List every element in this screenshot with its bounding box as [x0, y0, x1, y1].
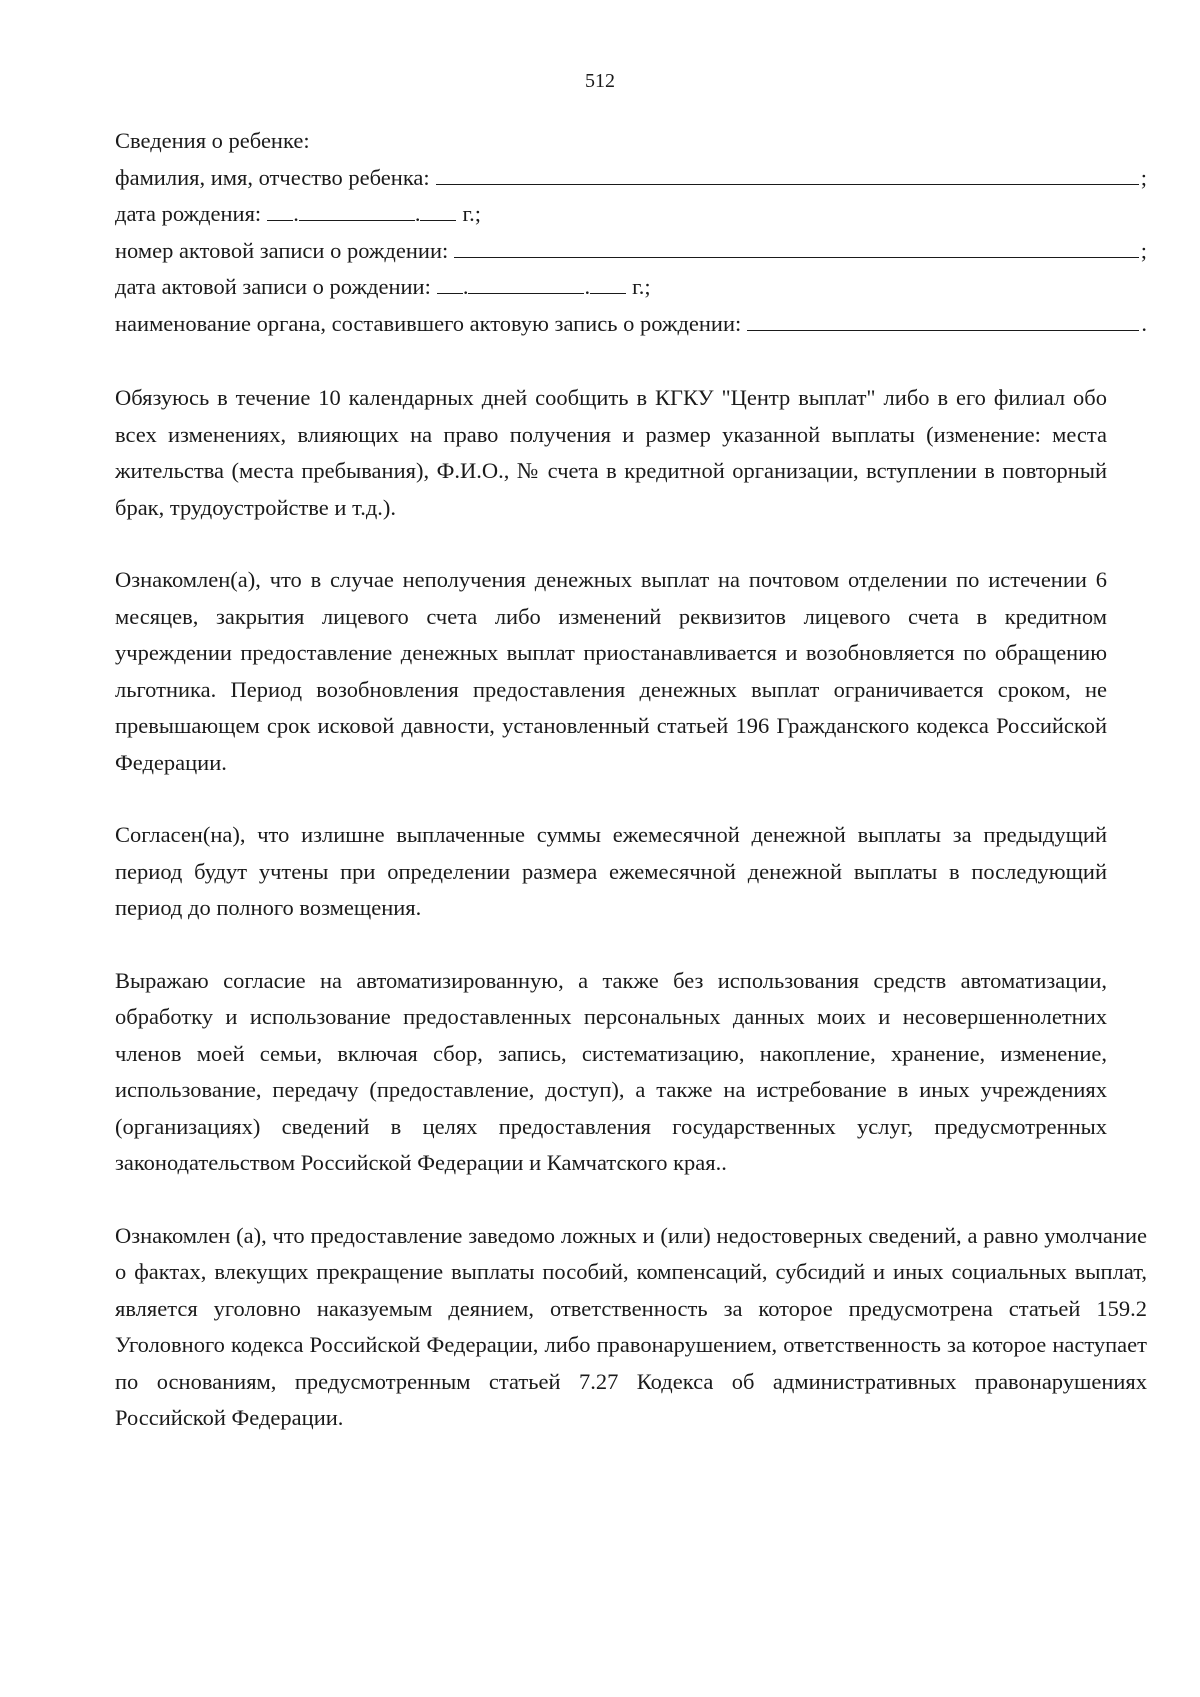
child-full-name-field[interactable]: [436, 164, 1139, 185]
page-number: 512: [585, 70, 615, 92]
authority-label: наименование органа, составившего актовую запись о рождении:: [115, 310, 742, 336]
overpayment-consent-paragraph: Согласен(на), что излишне выплаченные суммы ежемесячной денежной выплаты за предыдущий период будут учтены при определении размера ежемесячной денежной выплаты в последующий период до полного возмещения.: [115, 822, 1107, 920]
authority-end: .: [1141, 310, 1147, 336]
child-full-name-row: [115, 160, 1147, 197]
record-date-year-field[interactable]: [590, 275, 626, 294]
record-date-day-field[interactable]: [437, 275, 463, 294]
record-date-month-field[interactable]: [468, 275, 584, 294]
birth-date-year-field[interactable]: [420, 202, 456, 221]
personal-data-consent-paragraph: Выражаю согласие на автоматизированную, а также без использования средств автоматизации, обработку и использование предоставленных персональных данных моих и несовершеннолетних членов моей семьи, включая сбор, запись, систематизацию, накопление, хранение, изменение, использование, передачу (предоставление, доступ), а также на истребование в иных учреждениях (организациях) сведений в целях предоставления государственных услуг, предусмотренных законодательством Российской Федерации и Камчатского края..: [115, 967, 1107, 1175]
record-date-suffix: г.;: [632, 274, 651, 299]
child-info-heading: [115, 123, 1147, 160]
birth-date-suffix: г.;: [462, 201, 482, 226]
record-number-label: номер актовой записи о рождении:: [115, 237, 449, 263]
record-number-row: [115, 233, 1147, 270]
date-separator: .: [414, 201, 421, 226]
obligation-paragraph: Обязуюсь в течение 10 календарных дней сообщить в КГКУ "Центр выплат" либо в его филиал обо всех изменениях, влияющих на право получения и размер указанной выплаты (изменение: места жительства (места пребывания), Ф.И.О., № счета в кредитной организации, вступлении в повторный брак, трудоустройстве и т.д.).: [115, 385, 1107, 520]
birth-date-row: [115, 196, 1147, 233]
date-separator: .: [462, 274, 469, 299]
record-number-end: ;: [1140, 237, 1147, 263]
child-info-heading-text: Сведения о ребенке:: [115, 128, 310, 153]
birth-date-month-field[interactable]: [299, 202, 415, 221]
record-number-field[interactable]: [454, 237, 1138, 258]
child-full-name-label: фамилия, имя, отчество ребенка:: [115, 164, 430, 190]
birth-date-label: дата рождения:: [115, 201, 262, 226]
child-info-section: [115, 123, 1147, 342]
record-date-label: дата актовой записи о рождении:: [115, 274, 431, 299]
authority-field[interactable]: [747, 310, 1139, 331]
document-body: [115, 123, 1147, 1437]
birth-date-day-field[interactable]: [267, 202, 293, 221]
authority-row: [115, 306, 1147, 343]
record-date-row: [115, 269, 1147, 306]
date-separator: .: [584, 274, 591, 299]
payment-suspension-paragraph: Ознакомлен(а), что в случае неполучения денежных выплат на почтовом отделении по истечении 6 месяцев, закрытия лицевого счета либо изменений реквизитов лицевого счета в кредитном учреждении предоставление денежных выплат приостанавливается и возобновляется по обращению льготника. Период возобновления предоставления денежных выплат ограничивается сроком, не превышающем срок исковой давности, установленный статьей 196 Гражданского кодекса Российской Федерации.: [115, 567, 1107, 775]
child-full-name-end: ;: [1140, 164, 1147, 190]
liability-paragraph: Ознакомлен (а), что предоставление заведомо ложных и (или) недостоверных сведений, а равно умолчание о фактах, влекущих прекращение выплаты пособий, компенсаций, субсидий и иных социальных выплат, является уголовно наказуемым деянием, ответственность за которое предусмотрена статьей 159.2 Уголовного кодекса Российской Федерации, либо правонарушением, ответственность за которое наступает по основаниям, предусмотренным статьей 7.27 Кодекса об административных правонарушениях Российской Федерации.: [115, 1222, 1147, 1430]
date-separator: .: [293, 201, 299, 226]
